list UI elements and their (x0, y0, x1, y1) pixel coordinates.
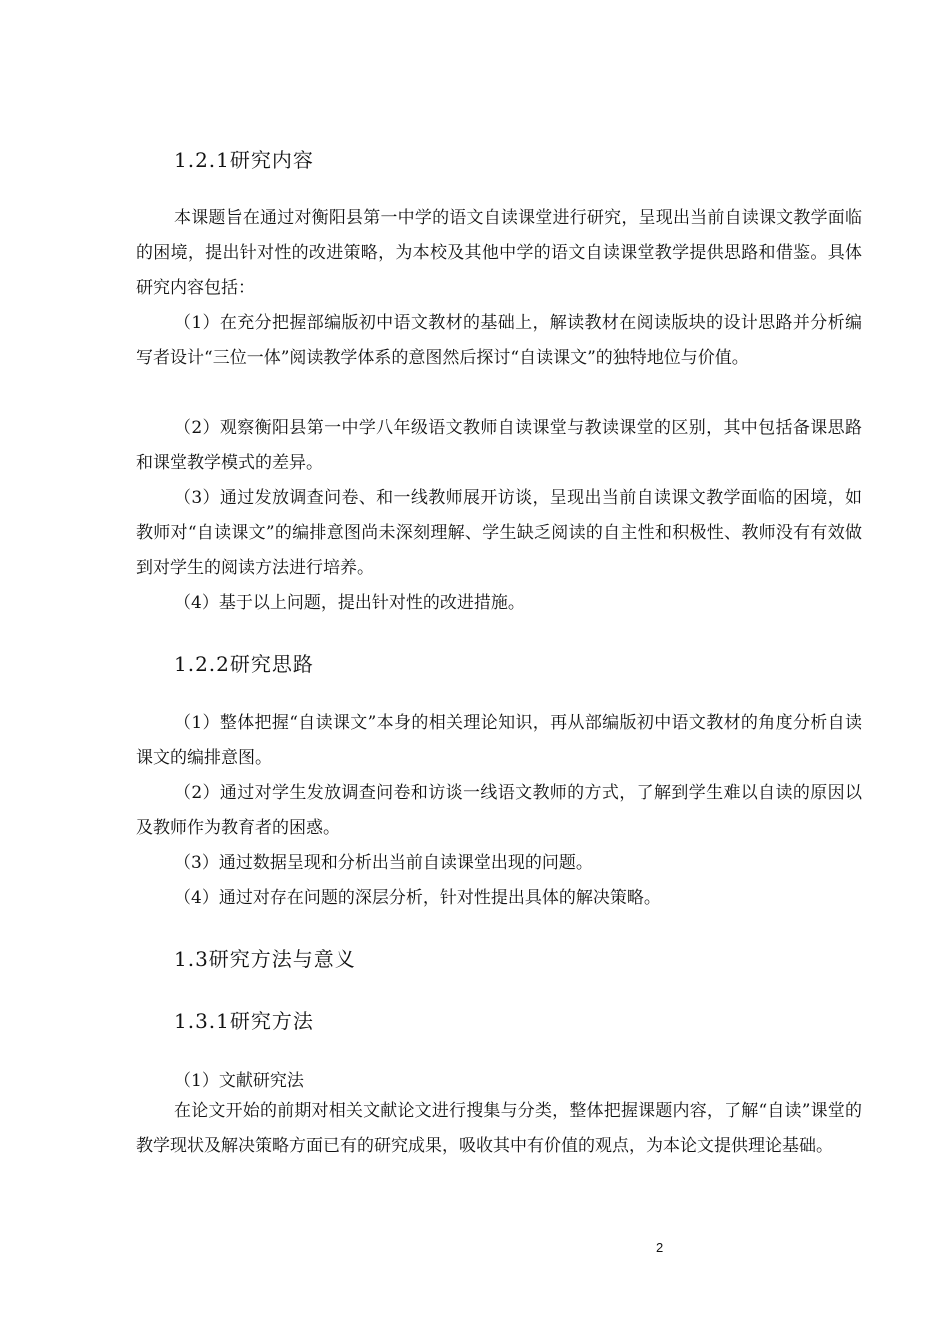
method-label-literature: （1）文献研究法 (174, 1071, 304, 1091)
method-paragraph-literature: 在论文开始的前期对相关文献论文进行搜集与分类，整体把握课题内容，了解“自读”课堂的教学现状及解决策略方面已有的研究成果，吸收其中有价值的观点，为本论文提供理论基础。 (136, 1101, 862, 1156)
intro-paragraph: 本课题旨在通过对衡阳县第一中学的语文自读课堂进行研究，呈现出当前自读课文教学面临的困境，提出针对性的改进策略，为本校及其他中学的语文自读课堂教学提供思路和借鉴。具体研究内容包括： (136, 208, 862, 298)
heading-1-2-1: 1.2.1研究内容 (174, 148, 314, 172)
page-number: 2 (656, 1240, 664, 1255)
content-item-1: （1）在充分把握部编版初中语文教材的基础上，解读教材在阅读版块的设计思路并分析编写者设计“三位一体”阅读教学体系的意图然后探讨“自读课文”的独特地位与价值。 (136, 313, 862, 368)
content-item-4: （4）基于以上问题，提出针对性的改进措施。 (174, 593, 525, 613)
content-item-2: （2）观察衡阳县第一中学八年级语文教师自读课堂与教读课堂的区别，其中包括备课思路和课堂教学模式的差异。 (136, 418, 862, 473)
approach-item-2: （2）通过对学生发放调查问卷和访谈一线语文教师的方式，了解到学生难以自读的原因以及教师作为教育者的困惑。 (136, 783, 862, 838)
heading-1-3: 1.3研究方法与意义 (174, 947, 356, 971)
approach-item-3: （3）通过数据呈现和分析出当前自读课堂出现的问题。 (174, 853, 593, 873)
heading-1-2-2: 1.2.2研究思路 (174, 652, 314, 676)
content-item-3: （3）通过发放调查问卷、和一线教师展开访谈，呈现出当前自读课文教学面临的困境，如教师对“自读课文”的编排意图尚未深刻理解、学生缺乏阅读的自主性和积极性、教师没有有效做到对学生的阅读方法进行培养。 (136, 488, 862, 578)
approach-item-4: （4）通过对存在问题的深层分析，针对性提出具体的解决策略。 (174, 888, 661, 908)
heading-1-3-1: 1.3.1研究方法 (174, 1009, 314, 1033)
approach-item-1: （1）整体把握“自读课文”本身的相关理论知识，再从部编版初中语文教材的角度分析自读课文的编排意图。 (136, 713, 862, 768)
